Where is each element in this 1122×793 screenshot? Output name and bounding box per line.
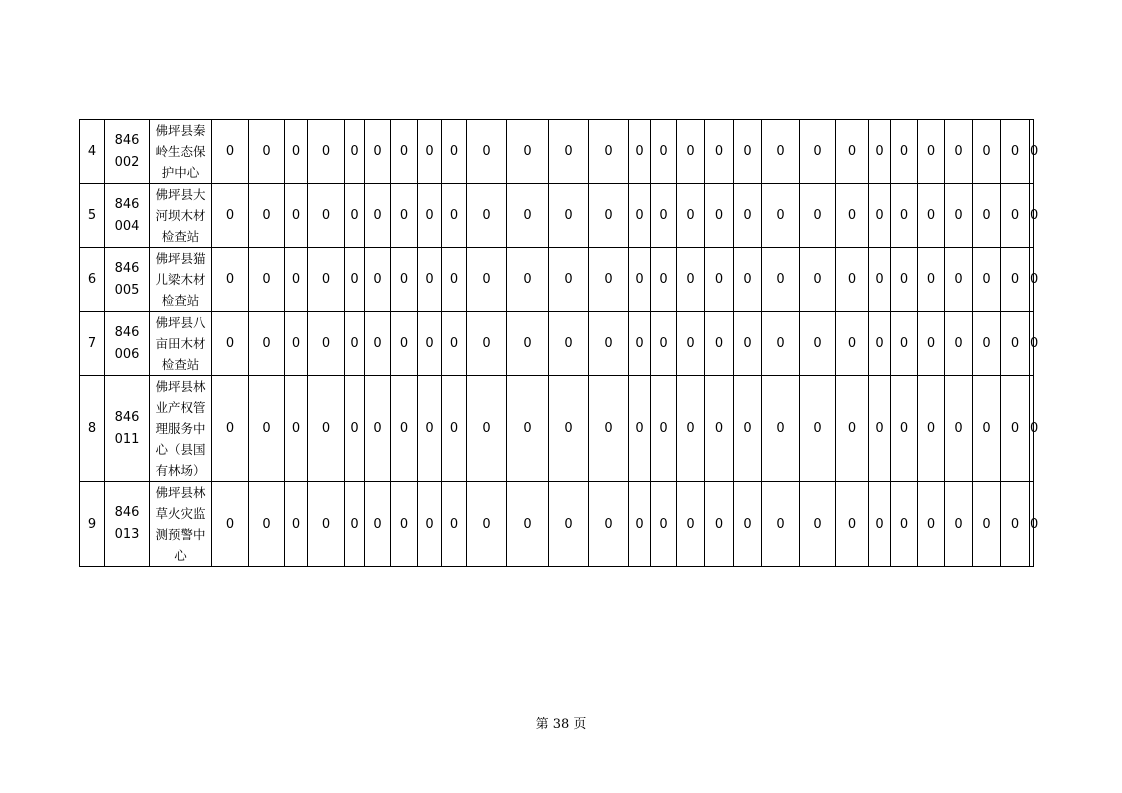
value-cell: 0 bbox=[705, 312, 734, 376]
value-cell: 0 bbox=[418, 482, 442, 567]
value-cell: 0 bbox=[507, 120, 549, 184]
value-cell: 0 bbox=[651, 312, 677, 376]
value-cell: 0 bbox=[973, 482, 1001, 567]
value-cell: 0 bbox=[549, 312, 589, 376]
value-cell: 0 bbox=[869, 120, 891, 184]
row-index-cell: 4 bbox=[80, 120, 105, 184]
value-cell: 0 bbox=[836, 312, 869, 376]
value-cell: 0 bbox=[891, 120, 918, 184]
value-cell: 0 bbox=[705, 184, 734, 248]
value-cell: 0 bbox=[800, 312, 836, 376]
value-cell: 0 bbox=[1030, 248, 1034, 312]
value-cell: 0 bbox=[629, 248, 651, 312]
value-cell: 0 bbox=[945, 482, 973, 567]
value-cell: 0 bbox=[1001, 312, 1030, 376]
value-cell: 0 bbox=[945, 312, 973, 376]
value-cell: 0 bbox=[869, 482, 891, 567]
value-cell: 0 bbox=[651, 120, 677, 184]
unit-code-cell: 846 013 bbox=[105, 482, 150, 567]
value-cell: 0 bbox=[345, 482, 365, 567]
value-cell: 0 bbox=[734, 312, 762, 376]
value-cell: 0 bbox=[345, 376, 365, 482]
table-row bbox=[80, 482, 1034, 567]
value-cell: 0 bbox=[973, 184, 1001, 248]
value-cell: 0 bbox=[549, 248, 589, 312]
value-cell: 0 bbox=[442, 184, 467, 248]
unit-name-cell: 佛坪县八 亩田木材 检查站 bbox=[150, 312, 212, 376]
value-cell: 0 bbox=[467, 248, 507, 312]
unit-code-cell: 846 005 bbox=[105, 248, 150, 312]
value-cell: 0 bbox=[507, 482, 549, 567]
value-cell: 0 bbox=[918, 120, 945, 184]
value-cell: 0 bbox=[391, 120, 418, 184]
value-cell: 0 bbox=[762, 248, 800, 312]
value-cell: 0 bbox=[1030, 184, 1034, 248]
row-index-cell: 6 bbox=[80, 248, 105, 312]
value-cell: 0 bbox=[391, 482, 418, 567]
value-cell: 0 bbox=[973, 312, 1001, 376]
value-cell: 0 bbox=[945, 248, 973, 312]
value-cell: 0 bbox=[705, 376, 734, 482]
value-cell: 0 bbox=[762, 482, 800, 567]
table-row bbox=[80, 120, 1034, 184]
value-cell: 0 bbox=[308, 184, 345, 248]
value-cell: 0 bbox=[1001, 376, 1030, 482]
value-cell: 0 bbox=[549, 120, 589, 184]
value-cell: 0 bbox=[677, 184, 705, 248]
value-cell: 0 bbox=[677, 376, 705, 482]
value-cell: 0 bbox=[705, 120, 734, 184]
value-cell: 0 bbox=[629, 184, 651, 248]
value-cell: 0 bbox=[629, 376, 651, 482]
page-number: 第 38 页 bbox=[535, 717, 587, 732]
value-cell: 0 bbox=[467, 376, 507, 482]
unit-name-cell: 佛坪县林 草火灾监 测预警中 心 bbox=[150, 482, 212, 567]
value-cell: 0 bbox=[869, 312, 891, 376]
value-cell: 0 bbox=[467, 184, 507, 248]
value-cell: 0 bbox=[945, 376, 973, 482]
row-index-cell: 9 bbox=[80, 482, 105, 567]
value-cell: 0 bbox=[442, 376, 467, 482]
value-cell: 0 bbox=[418, 312, 442, 376]
value-cell: 0 bbox=[212, 120, 249, 184]
value-cell: 0 bbox=[308, 312, 345, 376]
value-cell: 0 bbox=[1001, 184, 1030, 248]
value-cell: 0 bbox=[507, 248, 549, 312]
value-cell: 0 bbox=[365, 120, 391, 184]
value-cell: 0 bbox=[629, 482, 651, 567]
value-cell: 0 bbox=[391, 184, 418, 248]
value-cell: 0 bbox=[891, 184, 918, 248]
value-cell: 0 bbox=[891, 248, 918, 312]
value-cell: 0 bbox=[345, 184, 365, 248]
value-cell: 0 bbox=[891, 482, 918, 567]
table-row bbox=[80, 248, 1034, 312]
value-cell: 0 bbox=[589, 376, 629, 482]
value-cell: 0 bbox=[677, 120, 705, 184]
value-cell: 0 bbox=[285, 482, 308, 567]
value-cell: 0 bbox=[677, 248, 705, 312]
value-cell: 0 bbox=[836, 184, 869, 248]
value-cell: 0 bbox=[507, 376, 549, 482]
value-cell: 0 bbox=[836, 376, 869, 482]
value-cell: 0 bbox=[918, 248, 945, 312]
unit-code-cell: 846 011 bbox=[105, 376, 150, 482]
value-cell: 0 bbox=[285, 312, 308, 376]
value-cell: 0 bbox=[391, 312, 418, 376]
value-cell: 0 bbox=[734, 248, 762, 312]
value-cell: 0 bbox=[677, 312, 705, 376]
value-cell: 0 bbox=[308, 120, 345, 184]
unit-code-cell: 846 002 bbox=[105, 120, 150, 184]
value-cell: 0 bbox=[589, 312, 629, 376]
value-cell: 0 bbox=[651, 248, 677, 312]
value-cell: 0 bbox=[442, 482, 467, 567]
value-cell: 0 bbox=[1001, 248, 1030, 312]
value-cell: 0 bbox=[345, 120, 365, 184]
value-cell: 0 bbox=[507, 184, 549, 248]
value-cell: 0 bbox=[212, 376, 249, 482]
value-cell: 0 bbox=[442, 248, 467, 312]
value-cell: 0 bbox=[212, 184, 249, 248]
value-cell: 0 bbox=[549, 376, 589, 482]
value-cell: 0 bbox=[589, 248, 629, 312]
value-cell: 0 bbox=[507, 312, 549, 376]
value-cell: 0 bbox=[365, 376, 391, 482]
unit-code-cell: 846 004 bbox=[105, 184, 150, 248]
row-index-cell: 5 bbox=[80, 184, 105, 248]
value-cell: 0 bbox=[1030, 482, 1034, 567]
unit-name-cell: 佛坪县秦 岭生态保 护中心 bbox=[150, 120, 212, 184]
value-cell: 0 bbox=[549, 184, 589, 248]
value-cell: 0 bbox=[869, 184, 891, 248]
value-cell: 0 bbox=[677, 482, 705, 567]
row-index-cell: 7 bbox=[80, 312, 105, 376]
value-cell: 0 bbox=[705, 482, 734, 567]
value-cell: 0 bbox=[308, 248, 345, 312]
value-cell: 0 bbox=[285, 120, 308, 184]
value-cell: 0 bbox=[869, 248, 891, 312]
value-cell: 0 bbox=[418, 376, 442, 482]
value-cell: 0 bbox=[1001, 120, 1030, 184]
value-cell: 0 bbox=[285, 248, 308, 312]
row-index-cell: 8 bbox=[80, 376, 105, 482]
value-cell: 0 bbox=[467, 120, 507, 184]
value-cell: 0 bbox=[651, 376, 677, 482]
value-cell: 0 bbox=[800, 482, 836, 567]
value-cell: 0 bbox=[418, 120, 442, 184]
value-cell: 0 bbox=[918, 184, 945, 248]
value-cell: 0 bbox=[762, 184, 800, 248]
value-cell: 0 bbox=[212, 248, 249, 312]
value-cell: 0 bbox=[945, 120, 973, 184]
value-cell: 0 bbox=[1030, 376, 1034, 482]
value-cell: 0 bbox=[212, 312, 249, 376]
value-cell: 0 bbox=[869, 376, 891, 482]
value-cell: 0 bbox=[918, 482, 945, 567]
value-cell: 0 bbox=[629, 120, 651, 184]
value-cell: 0 bbox=[836, 120, 869, 184]
value-cell: 0 bbox=[442, 312, 467, 376]
value-cell: 0 bbox=[836, 248, 869, 312]
value-cell: 0 bbox=[589, 184, 629, 248]
value-cell: 0 bbox=[249, 248, 285, 312]
value-cell: 0 bbox=[800, 376, 836, 482]
value-cell: 0 bbox=[365, 248, 391, 312]
value-cell: 0 bbox=[345, 248, 365, 312]
value-cell: 0 bbox=[800, 248, 836, 312]
value-cell: 0 bbox=[365, 312, 391, 376]
value-cell: 0 bbox=[249, 482, 285, 567]
unit-name-cell: 佛坪县大 河坝木材 检查站 bbox=[150, 184, 212, 248]
value-cell: 0 bbox=[308, 376, 345, 482]
value-cell: 0 bbox=[391, 248, 418, 312]
value-cell: 0 bbox=[308, 482, 345, 567]
value-cell: 0 bbox=[549, 482, 589, 567]
value-cell: 0 bbox=[973, 248, 1001, 312]
value-cell: 0 bbox=[945, 184, 973, 248]
value-cell: 0 bbox=[467, 482, 507, 567]
table-row bbox=[80, 376, 1034, 482]
value-cell: 0 bbox=[762, 120, 800, 184]
value-cell: 0 bbox=[249, 312, 285, 376]
value-cell: 0 bbox=[365, 184, 391, 248]
value-cell: 0 bbox=[249, 376, 285, 482]
value-cell: 0 bbox=[891, 312, 918, 376]
unit-code-cell: 846 006 bbox=[105, 312, 150, 376]
table-row bbox=[80, 312, 1034, 376]
value-cell: 0 bbox=[734, 376, 762, 482]
value-cell: 0 bbox=[734, 120, 762, 184]
value-cell: 0 bbox=[285, 184, 308, 248]
value-cell: 0 bbox=[589, 482, 629, 567]
value-cell: 0 bbox=[418, 248, 442, 312]
value-cell: 0 bbox=[391, 376, 418, 482]
value-cell: 0 bbox=[1030, 312, 1034, 376]
value-cell: 0 bbox=[249, 184, 285, 248]
value-cell: 0 bbox=[1030, 120, 1034, 184]
value-cell: 0 bbox=[734, 482, 762, 567]
value-cell: 0 bbox=[212, 482, 249, 567]
value-cell: 0 bbox=[1001, 482, 1030, 567]
value-cell: 0 bbox=[705, 248, 734, 312]
value-cell: 0 bbox=[365, 482, 391, 567]
value-cell: 0 bbox=[734, 184, 762, 248]
value-cell: 0 bbox=[651, 482, 677, 567]
value-cell: 0 bbox=[973, 120, 1001, 184]
value-cell: 0 bbox=[629, 312, 651, 376]
value-cell: 0 bbox=[651, 184, 677, 248]
value-cell: 0 bbox=[589, 120, 629, 184]
table-row bbox=[80, 184, 1034, 248]
data-table bbox=[79, 119, 1039, 567]
value-cell: 0 bbox=[285, 376, 308, 482]
value-cell: 0 bbox=[918, 312, 945, 376]
value-cell: 0 bbox=[249, 120, 285, 184]
value-cell: 0 bbox=[345, 312, 365, 376]
unit-name-cell: 佛坪县林 业产权管 理服务中 心（县国 有林场） bbox=[150, 376, 212, 482]
value-cell: 0 bbox=[418, 184, 442, 248]
value-cell: 0 bbox=[442, 120, 467, 184]
value-cell: 0 bbox=[467, 312, 507, 376]
value-cell: 0 bbox=[891, 376, 918, 482]
value-cell: 0 bbox=[918, 376, 945, 482]
value-cell: 0 bbox=[762, 376, 800, 482]
value-cell: 0 bbox=[973, 376, 1001, 482]
value-cell: 0 bbox=[800, 184, 836, 248]
value-cell: 0 bbox=[800, 120, 836, 184]
value-cell: 0 bbox=[762, 312, 800, 376]
unit-name-cell: 佛坪县猫 儿梁木材 检查站 bbox=[150, 248, 212, 312]
value-cell: 0 bbox=[836, 482, 869, 567]
